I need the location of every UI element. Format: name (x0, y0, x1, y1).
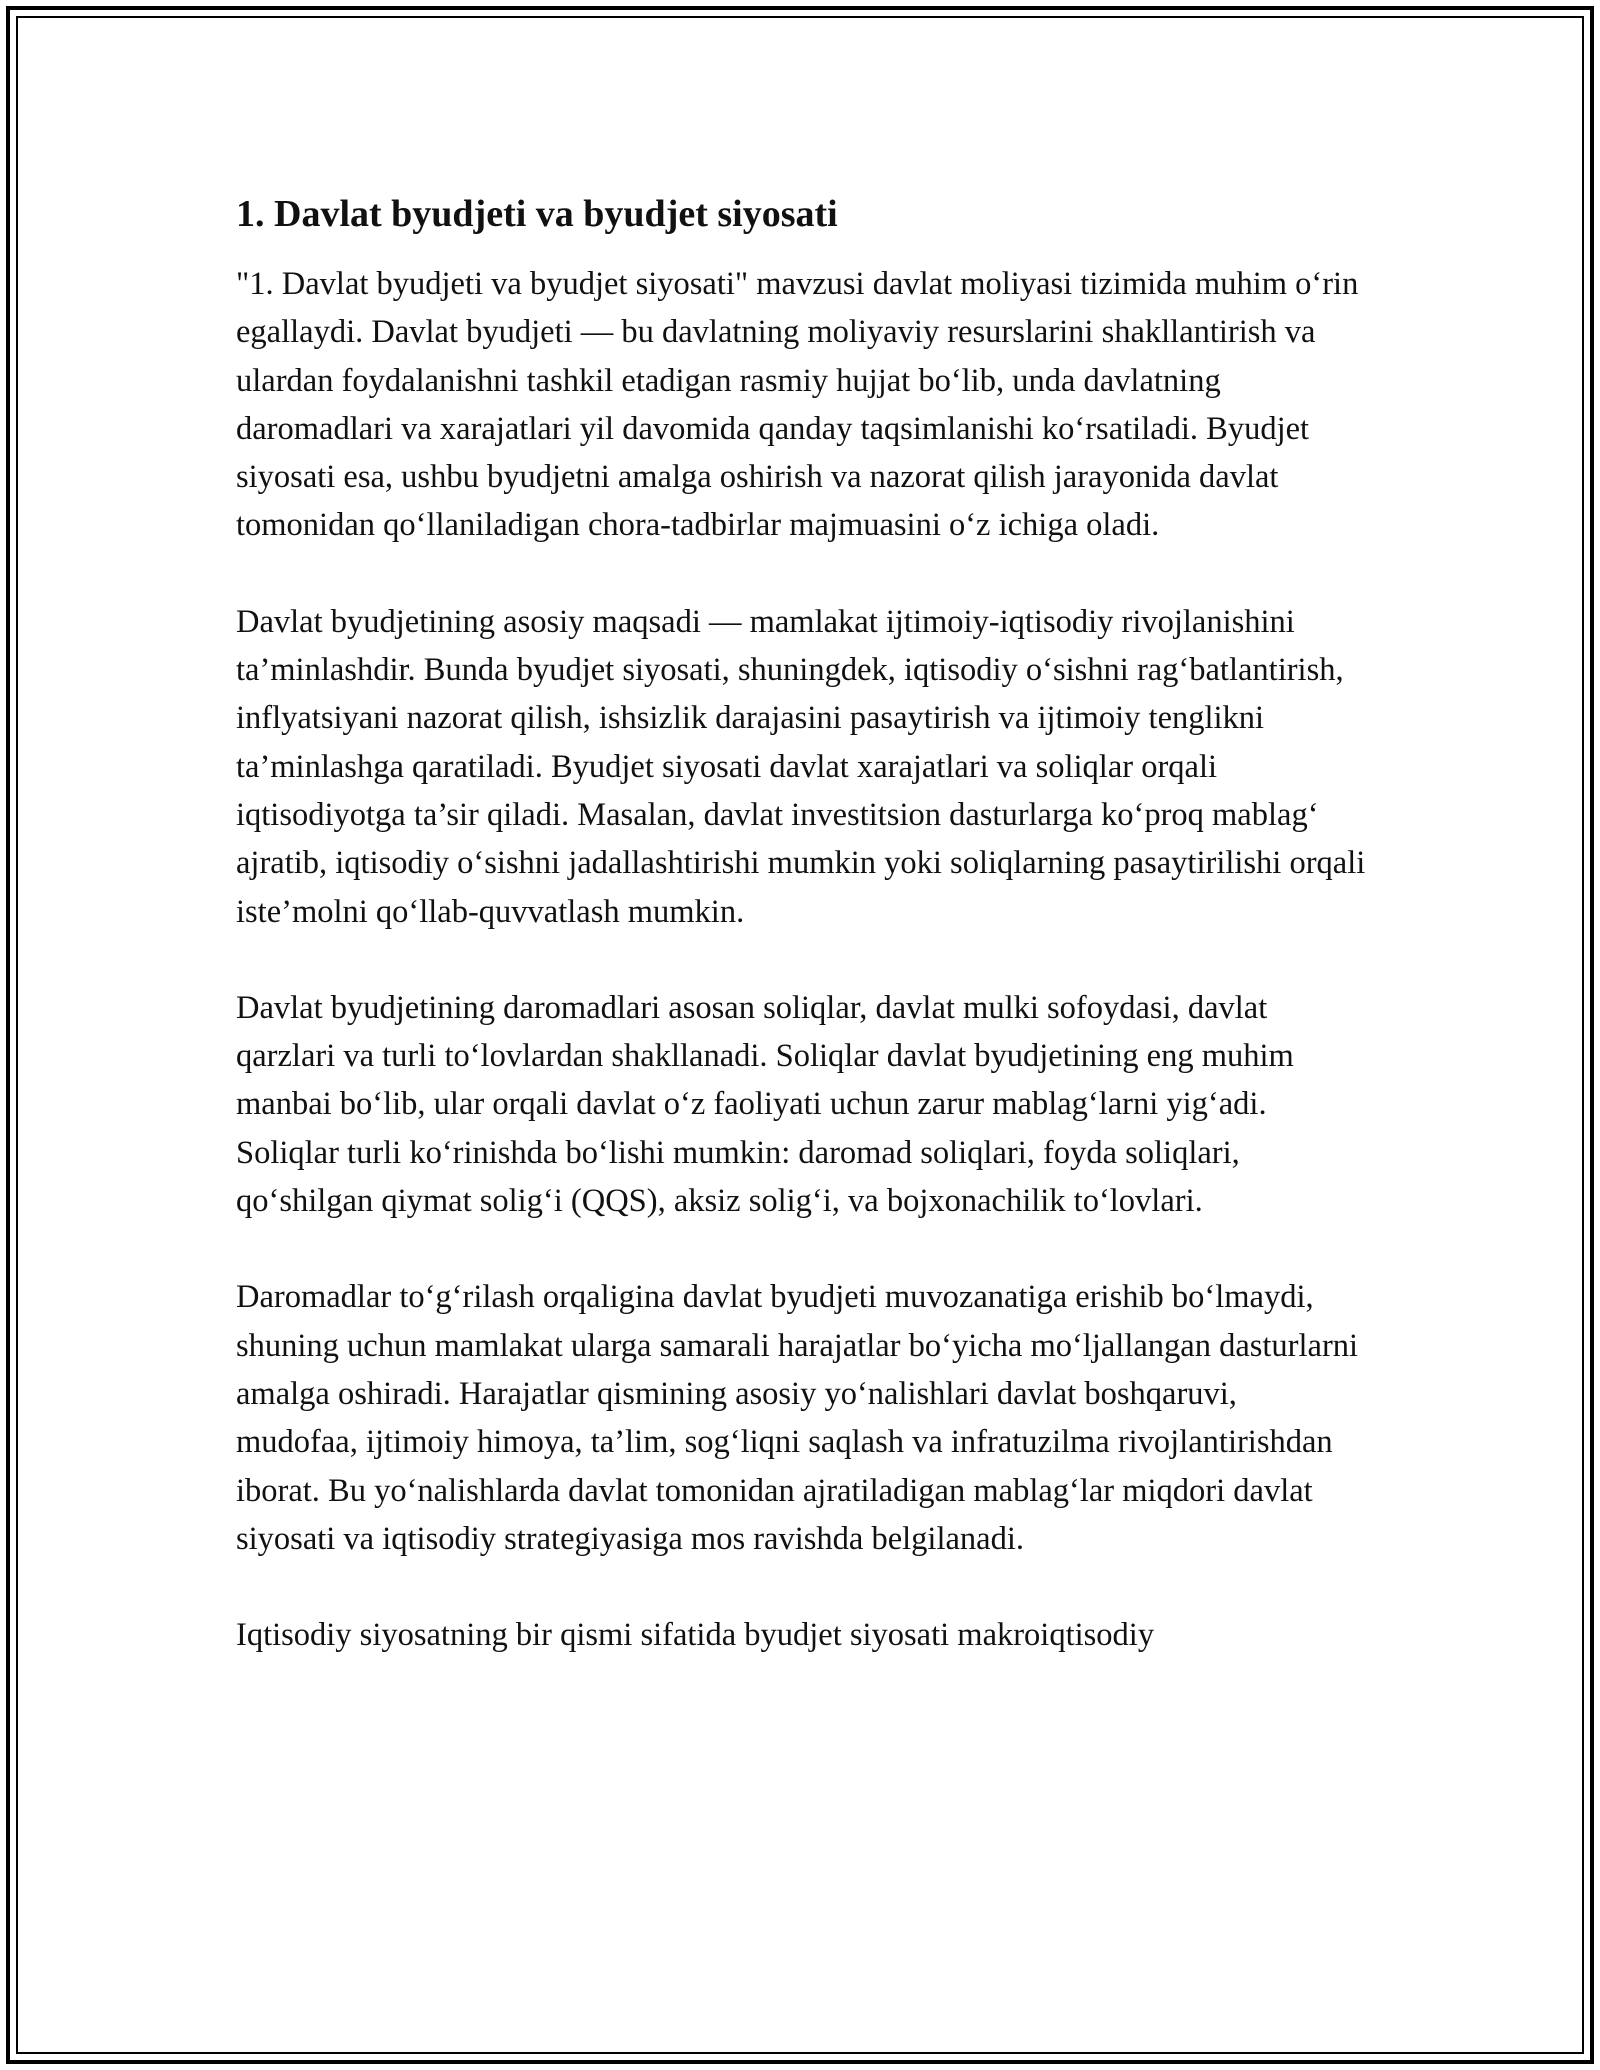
document-body (236, 188, 1366, 1707)
paragraph-budget-goal: Davlat byudjetining asosiy maqsadi — mamlakat ijtimoiy-iqtisodiy rivojlanishini ta’minlashdir. Bunda byudjet siyosati, shuningdek, iqtisodiy o‘sishni rag‘batlantirish, inflyatsiyani nazorat qilish, ishsizlik darajasini pasaytirish va ijtimoiy tenglikni ta’minlashga qaratiladi. Byudjet siyosati davlat xarajatlari va soliqlar orqali iqtisodiyotga ta’sir qiladi. Masalan, davlat investitsion dasturlarga ko‘proq mablag‘ ajratib, iqtisodiy o‘sishni jadallashtirishi mumkin yoki soliqlarning pasaytirilishi orqali iste’molni qo‘llab-quvvatlash mumkin. (236, 603, 1366, 930)
paragraph-intro: "1. Davlat byudjeti va byudjet siyosati" mavzusi davlat moliyasi tizimida muhim o‘rin egallaydi. Davlat byudjeti — bu davlatning moliyaviy resurslarini shakllantirish va ulardan foydalanishni tashkil etadigan rasmiy hujjat bo‘lib, unda davlatning daromadlari va xarajatlari yil davomida qanday taqsimlanishi ko‘rsatiladi. Byudjet siyosati esa, ushbu byudjetni amalga oshirish va nazorat qilish jarayonida davlat tomonidan qo‘llaniladigan chora-tadbirlar majmuasini o‘z ichiga oladi. (236, 266, 1359, 544)
paragraph-list (236, 260, 1366, 1659)
document-title: 1. Davlat byudjeti va byudjet siyosati (236, 193, 838, 235)
paragraph-budget-revenues: Davlat byudjetining daromadlari asosan soliqlar, davlat mulki sofoydasi, davlat qarzlari va turli to‘lovlardan shakllanadi. Soliqlar davlat byudjetining eng muhim manbai bo‘lib, ular orqali davlat o‘z faoliyati uchun zarur mablag‘larni yig‘adi. Soliqlar turli ko‘rinishda bo‘lishi mumkin: daromad soliqlari, foyda soliqlari, qo‘shilgan qiymat solig‘i (QQS), aksiz solig‘i, va bojxonachilik to‘lovlari. (236, 989, 1294, 1220)
paragraph-economic-policy: Iqtisodiy siyosatning bir qismi sifatida byudjet siyosati makroiqtisodiy (236, 1617, 1155, 1654)
paragraph-budget-expenditures: Daromadlar to‘g‘rilash orqaligina davlat byudjeti muvozanatiga erishib bo‘lmaydi, shuning uchun mamlakat ularga samarali harajatlar bo‘yicha mo‘ljallangan dasturlarni amalga oshiradi. Harajatlar qismining asosiy yo‘nalishlari davlat boshqaruvi, mudofaa, ijtimoiy himoya, ta’lim, sog‘liqni saqlash va infratuzilma rivojlantirishdan iborat. Bu yo‘nalishlarda davlat tomonidan ajratiladigan mablag‘lar miqdori davlat siyosati va iqtisodiy strategiyasiga mos ravishda belgilanadi. (236, 1279, 1359, 1557)
